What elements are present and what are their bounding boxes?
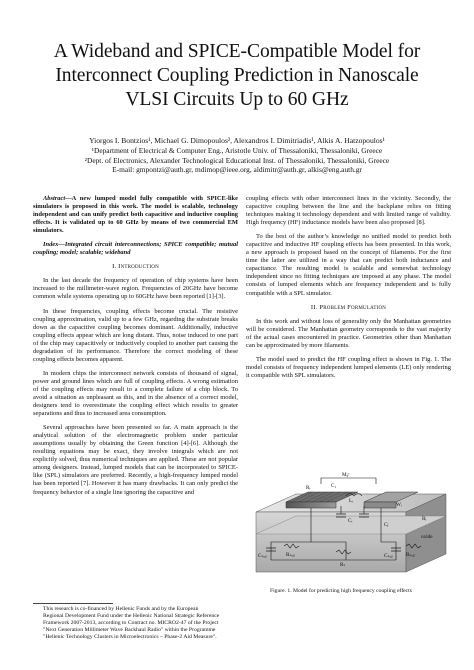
label-ri: Rᵢ	[306, 485, 311, 491]
label-wi: Wᵢ	[396, 502, 402, 508]
label-r-sub-right: Rₛᵤᵦ	[406, 552, 415, 558]
paragraph: To the best of the author’s knowledge no unified model to predict both capacitive and inductive HF coupling effects has been presented. In this work, a new approach is proposed based on the concept of filaments. For the first time the latter are utilized in a way that can predict both inductance and capacitance. The resulting model is scalable and somewhat technology independent since no fitting techniques are imposed at any phase. The model consists of lumped elements which are frequency independent and is fully compatible with a SPL simulator.	[246, 233, 451, 297]
figure-1-model-diagram	[246, 472, 451, 584]
abstract-text: —A new lumped model fully compatible with SPICE-like simulators is proposed in this work. The model is scalable, technology independent and can unify predict both capacitive and inductive coupling effects. It is validated up to 60 GHz by means of two commercial EM simulators.	[33, 195, 238, 235]
footnote-line: "Hellenic Technology Clusters in Microelectronics – Phase-2 Aid Measure".	[43, 633, 217, 640]
line-j-front	[364, 502, 396, 508]
line-i-front	[286, 502, 336, 508]
section-heading-introduction: I. Introduction	[112, 263, 159, 271]
label-ci: Cᵢ	[348, 518, 353, 524]
paper-title	[20, 40, 454, 112]
footnote-line: Regional Development Fund under the Hellenic National Strategic Reference	[43, 612, 220, 619]
paragraph: In these frequencies, coupling effects become crucial. The resistive coupling approximation, valid up to a few GHz, regarding the substrate breaks down as the capacitive coupling becomes dominant. Additionally, inductive coupling effects appear which are long distant. Thus, noise induced to one part of the chip may capacitively or inductively coupled to another part causing the degradation of its performance. Therefore the correct modeling of these coupling effects becomes apparent.	[33, 307, 238, 363]
affiliation-2: ²Dept. of Electronics, Alexander Technological Educational Inst. of Thessaloniki, Thessaloniki, Greece	[84, 155, 390, 165]
title-line: VLSI Circuits Up to 60 GHz	[125, 89, 349, 110]
label-rs: Rₛ	[340, 562, 346, 568]
left-column	[33, 195, 238, 503]
label-c-sub-left: Cₛᵤᵦ	[258, 553, 267, 559]
label-c1: C₁	[331, 483, 337, 489]
paragraph: Several approaches have been presented so far. A main approach is the analytical solution of the electromagnetic problem under particular assumptions usually by obtaining the Green function [4]-[6]. Although the resulting equations may be exact, they involve integrals which are not explicitly solved, thus numerical techniques are applied. These are not popular among designers. Instead, lumped models that can be incorporated to SPICE-like (SPL) simulators are preferred. Recently, a high-frequency lumped model has been reported [7]. However it has many drawbacks. It can only predict the frequency behavior of a single line ignoring the capacitive and	[33, 424, 238, 496]
title-line: A Wideband and SPICE-Compatible Model for	[53, 41, 421, 62]
footnote-line: "Next Generation Millimeter Wave Backhaul Radio" within the Programme	[43, 626, 216, 633]
label-li: Lᵢ	[349, 498, 354, 504]
footnote-line: Framework 2007-2013, according to Contract no. MICRO2-47 of the Project	[43, 619, 219, 626]
abstract-label: Abstract	[43, 195, 66, 202]
paragraph: In the last decade the frequency of operation of chip systems have been increased to the millimeter-wave region. Frequencies of 20GHz have become common while systems operating up to 60GHz have been reported [1]-[3].	[33, 277, 238, 301]
paragraph: The model used to predict the HF coupling effect is shown in Fig. 1. The model consists of frequency independent lumped elements (LE) only rendering it compatible with SPL simulators.	[246, 355, 451, 379]
label-c-sub-right: Cₛᵤᵦ	[384, 553, 393, 559]
section-heading-problem-formulation: II. Problem Formulation	[310, 303, 387, 311]
title-line: Interconnect Coupling Prediction in Nanoscale	[55, 65, 419, 86]
label-mutual-coupling: Mᵢⱼᶜ	[342, 472, 350, 478]
label-r-sub-left: Rₛᵤᵦ	[286, 552, 295, 558]
footnote-rule	[33, 603, 113, 604]
label-oxide: oxide	[421, 534, 433, 540]
index-terms: Index—Integrated circuit interconnections; SPICE compatible; mutual coupling; model; scalable; wideband	[33, 241, 238, 257]
label-cj: Cⱼ	[384, 522, 389, 528]
email-line: E-mail: gmpontzi@auth.gr, mdimop@ieee.org, aldimitr@auth.gr, alkis@eng.auth.gr	[112, 165, 362, 175]
paragraph: coupling effects with other interconnect lines in the vicinity. Secondly, the capacitive coupling between the line and the backplane relies on fitting techniques making it technology dependent and with limited range of validity. High frequency (HF) inductance models have been also proposed [8].	[246, 195, 451, 227]
paragraph: In this work and without loss of generality only the Manhattan geometries will be considered. The Manhattan geometry corresponds to the vast majority of the actual cases encountered in practice. Geometries other than Manhattan can be approximated by more filaments.	[246, 317, 451, 349]
author-names: Yiorgos I. Bontzios¹, Michael G. Dimopoulos², Alexandros I. Dimitriadis¹, Alkis A. Hatzopoulos¹	[89, 136, 385, 145]
abstract	[33, 195, 238, 235]
funding-footnote	[33, 606, 238, 641]
author-block	[30, 136, 444, 175]
footnote-line: This research is co-financed by Hellenic Funds and by the European	[43, 606, 199, 612]
affiliation-1: ¹Department of Electrical & Computer Eng., Aristotle Univ. of Thessaloniki, Thessaloniki, Greece	[91, 146, 383, 156]
right-column	[246, 195, 451, 386]
figure-caption: Figure. 1. Model for predicting high frequency coupling effects	[270, 588, 412, 594]
label-rj: Rⱼ	[422, 516, 427, 522]
paragraph: In modern chips the interconnect network consists of thousand of signal, power and ground lines which are full of coupling effects. A wrong estimation of the coupling effects may result to a complete failure of a chip block. To avoid a situation as unpleasant as this, and in the absence of a correct model, designers tend to overestimate the coupling effect which results to greater separations and thus to increased area consumption.	[33, 369, 238, 418]
